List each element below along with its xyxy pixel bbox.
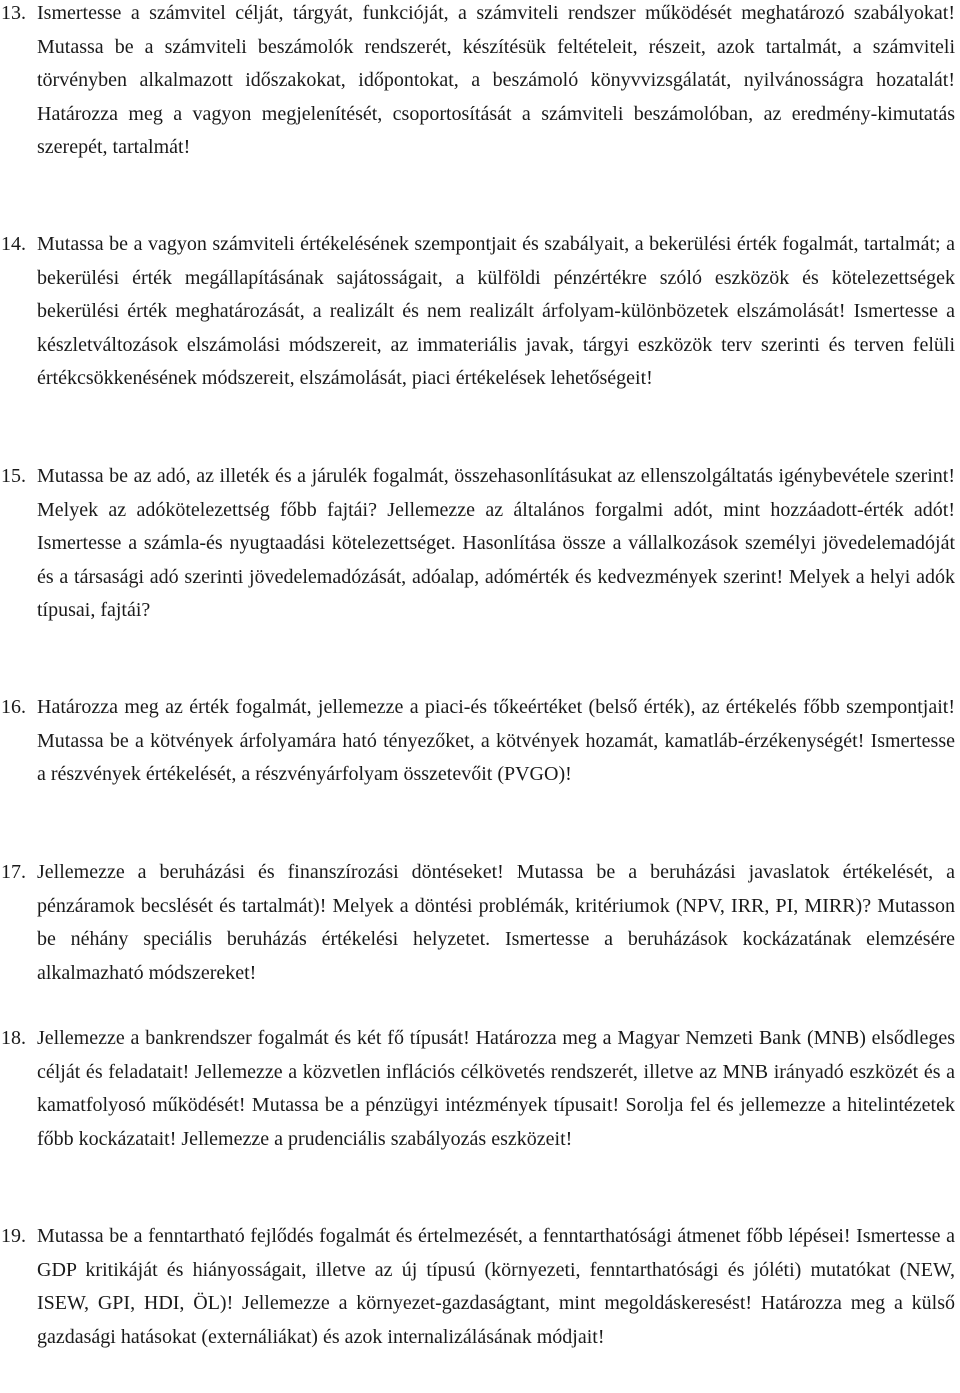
question-number: 14. [1,233,26,255]
question-text: Határozza meg az érték fogalmát, jellemezze a piaci-és tőkeértéket (belső érték), az értékelés főbb szempontjait! Mutassa be a kötvények árfolyamára ható tényezőket, a kötvények hozamát, kamatláb-érzékenységét! Ismertesse a részvények értékelését, a részvényárfolyam összetevőit (PVGO)! [37,696,955,786]
question-text: Jellemezze a beruházási és finanszírozási döntéseket! Mutassa be a beruházási javaslatok értékelését, a pénzáramok becslését és tartalmát)! Melyek a döntési problémák, kritériumok (NPV, IRR, PI, MIRR)? Mutasson be néhány speciális beruházás értékelési helyzetet. Ismertesse a beruházások kockázatának elemzésére alkalmazható módszereket! [37,861,955,984]
question-item-13 [0,0,960,165]
question-number: 13. [1,2,26,24]
question-number: 17. [1,861,26,883]
question-text: Mutassa be az adó, az illeték és a járulék fogalmát, összehasonlításukat az ellenszolgáltatás igénybevétele szerint! Melyek az adókötelezettség főbb fajtái? Jellemezze az általános forgalmi adót, mint hozzáadott-érték adót! Ismertesse a számla-és nyugtaadási kötelezettséget. Hasonlítása össze a vállalkozások személyi jövedelemadóját és a társasági adó szerinti jövedelemadózását, adóalap, adómérték és kedvezmények szerint! Melyek a helyi adók típusai, fajtái? [37,465,955,622]
question-text: Mutassa be a vagyon számviteli értékelésének szempontjait és szabályait, a bekerülési érték fogalmát, tartalmát; a bekerülési érték megállapításának sajátosságait, a külföldi pénzértékre szóló eszközök és kötelezettségek bekerülési érték meghatározását, a realizált és nem realizált árfolyam-különbözetek elszámolását! Ismertesse a készletváltozások elszámolási módszereit, az immateriális javak, tárgyi eszközök terv szerinti és terven felüli értékcsökkenésének módszereit, elszámolását, piaci értékelések lehetőségeit! [37,233,955,390]
question-text: Ismertesse a számvitel célját, tárgyát, funkcióját, a számviteli rendszer működését meghatározó szabályokat! Mutassa be a számviteli beszámolók rendszerét, készítésük feltételeit, részeit, azok tartalmát, a számviteli törvényben alkalmazott időszakokat, időpontokat, a beszámoló könyvvizsgálatát, nyilvánosságra hozatalát! Határozza meg a vagyon megjelenítését, csoportosítását a számviteli beszámolóban, az eredmény-kimutatás szerepét, tartalmát! [37,2,955,159]
question-item-19 [0,1220,960,1354]
question-item-18 [0,1022,960,1156]
question-number: 18. [1,1027,26,1049]
question-item-16 [0,691,960,792]
question-item-15 [0,460,960,628]
question-text: Jellemezze a bankrendszer fogalmát és két fő típusát! Határozza meg a Magyar Nemzeti Bank (MNB) elsődleges célját és feladatait! Jellemezze a közvetlen inflációs célkövetés rendszerét, illetve az MNB irányadó eszközét és a kamatfolyosó működését! Mutassa be a pénzügyi intézmények típusait! Sorolja fel és jellemezze a hitelintézetek főbb kockázatait! Jellemezze a prudenciális szabályozás eszközeit! [37,1027,955,1150]
question-item-14 [0,228,960,396]
question-text: Mutassa be a fenntartható fejlődés fogalmát és értelmezését, a fenntarthatósági átmenet főbb lépései! Ismertesse a GDP kritikáját és hiányosságait, illetve az új típusú (környezeti, fenntarthatósági és jóléti) mutatókat (NEW, ISEW, GPI, HDI, ÖL)! Jellemezze a környezet-gazdaságtant, mint megoldáskeresést! Határozza meg a külső gazdasági hatásokat (externáliákat) és azok internalizálásának módjait! [37,1225,955,1348]
question-number: 16. [1,696,26,718]
question-item-17 [0,856,960,990]
question-number: 19. [1,1225,26,1247]
question-number: 15. [1,465,26,487]
